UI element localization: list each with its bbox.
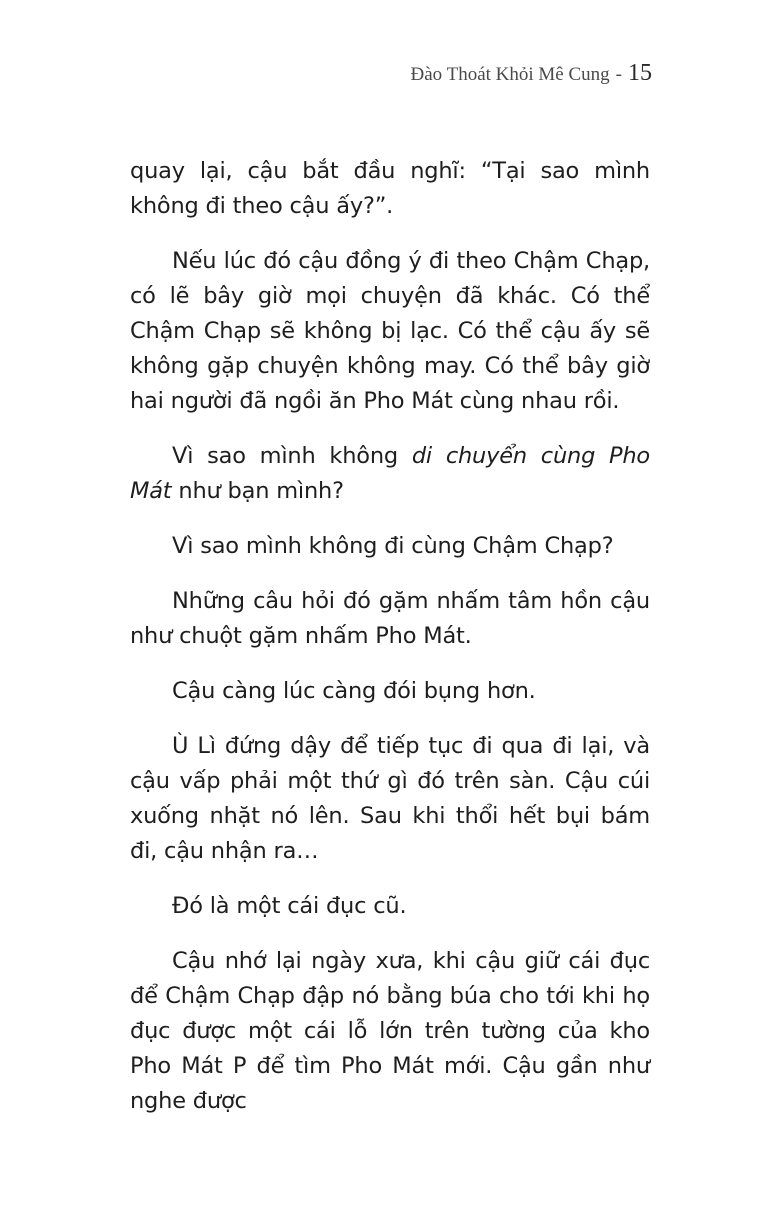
paragraph: Những câu hỏi đó gặm nhấm tâm hồn cậu như chuột gặm nhấm Pho Mát. — [130, 588, 650, 649]
paragraph: Vì sao mình không đi cùng Chậm Chạp? — [172, 533, 614, 559]
page-number: 15 — [628, 60, 652, 86]
body-text — [130, 154, 650, 1119]
emphasized-phrase: di chuyển cùng Pho Mát — [130, 443, 651, 504]
running-header — [411, 60, 652, 87]
paragraph: Đó là một cái đục cũ. — [172, 893, 407, 919]
paragraph-text: như bạn mình? — [171, 478, 344, 504]
paragraph — [130, 439, 650, 509]
paragraph: Cậu nhớ lại ngày xưa, khi cậu giữ cái đục để Chậm Chạp đập nó bằng búa cho tới khi họ đục được một cái lỗ lớn trên tường của kho Pho Mát P để tìm Pho Mát mới. Cậu gần như nghe được — [130, 948, 650, 1114]
paragraph: Nếu lúc đó cậu đồng ý đi theo Chậm Chạp, có lẽ bây giờ mọi chuyện đã khác. Có thể Chậm Chạp sẽ không bị lạc. Có thể cậu ấy sẽ không gặp chuyện không may. Có thể bây giờ hai người đã ngồi ăn Pho Mát cùng nhau rồi. — [130, 248, 650, 414]
header-separator: - — [615, 64, 622, 85]
paragraph: Cậu càng lúc càng đói bụng hơn. — [172, 678, 536, 704]
chapter-title: Đào Thoát Khỏi Mê Cung — [410, 64, 610, 85]
paragraph-text: Vì sao mình không — [172, 443, 412, 469]
paragraph: Ù Lì đứng dậy để tiếp tục đi qua đi lại, và cậu vấp phải một thứ gì đó trên sàn. Cậu cúi xuống nhặt nó lên. Sau khi thổi hết bụi bám đi, cậu nhận ra… — [130, 733, 650, 864]
paragraph: quay lại, cậu bắt đầu nghĩ: “Tại sao mình không đi theo cậu ấy?”. — [130, 158, 650, 219]
